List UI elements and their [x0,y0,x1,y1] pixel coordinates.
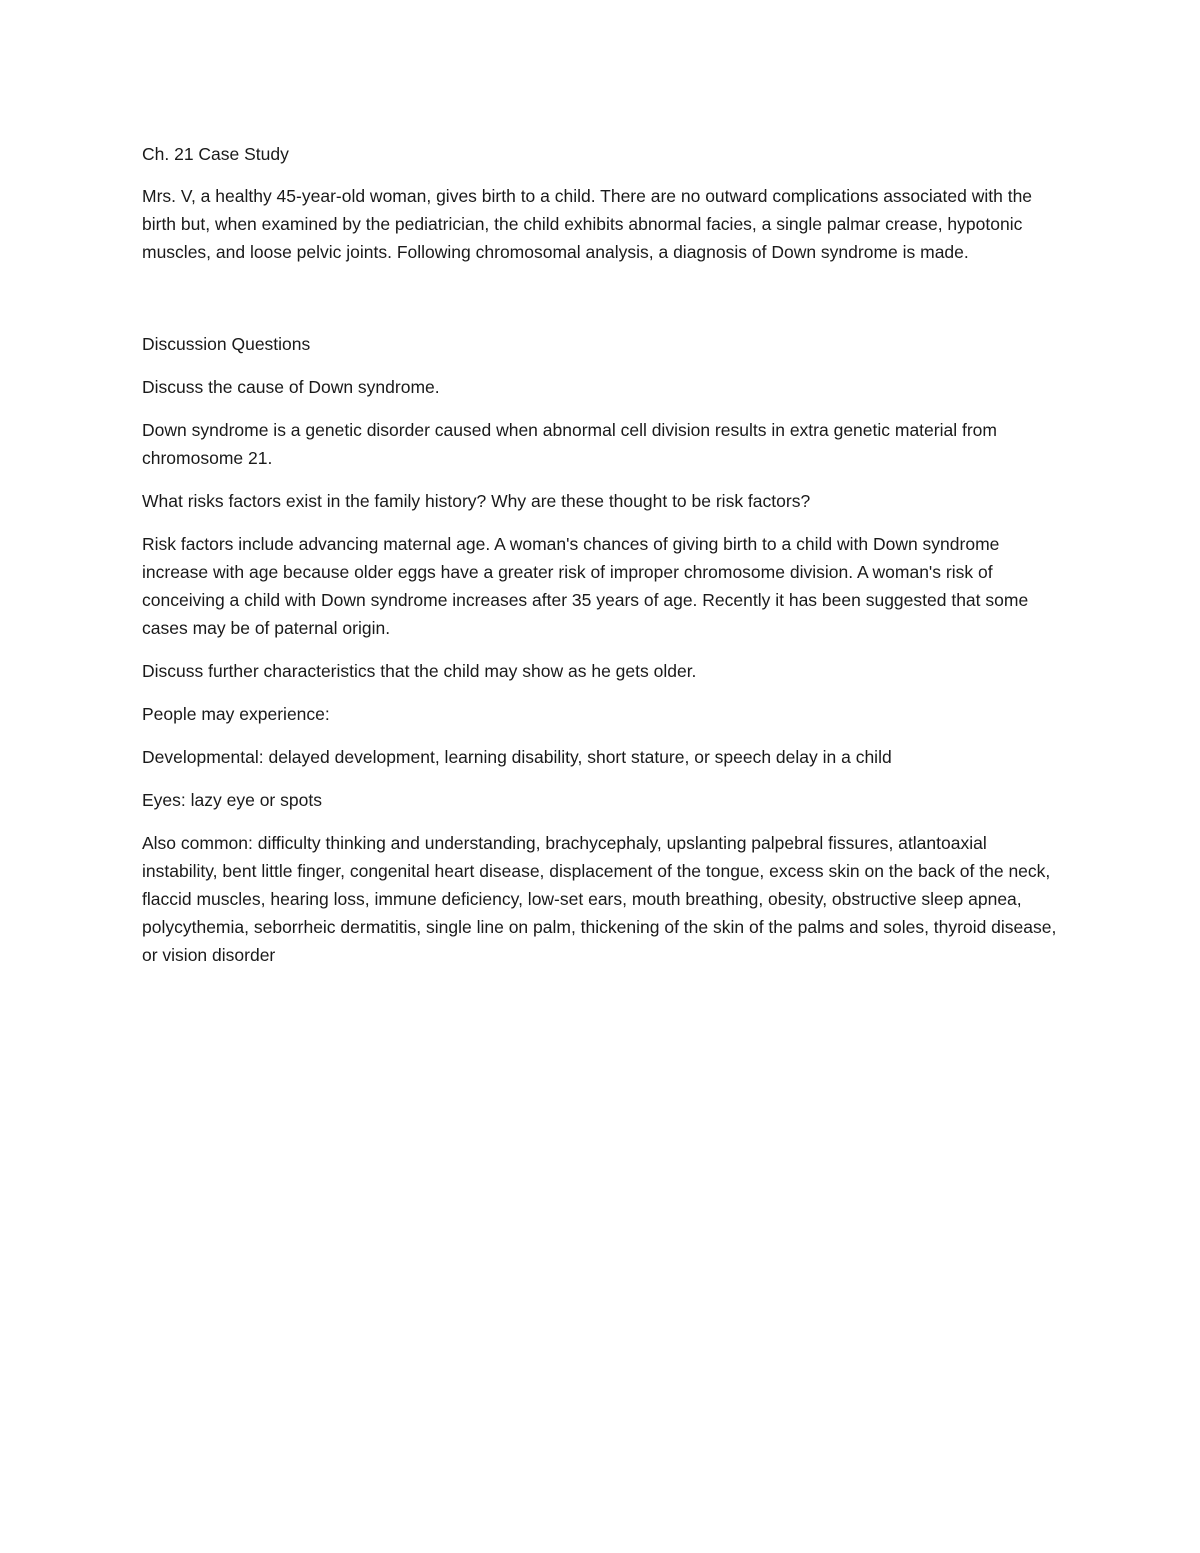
answer-3-eyes: Eyes: lazy eye or spots [142,790,322,810]
question-1: Discuss the cause of Down syndrome. [142,377,440,397]
question-3: Discuss further characteristics that the child may show as he gets older. [142,661,697,681]
case-description: Mrs. V, a healthy 45-year-old woman, gives birth to a child. There are no outward complications associated with the birth but, when examined by the pediatrician, the child exhibits abnormal facies, a single palmar crease, hypotonic muscles, and loose pelvic joints. Following chromosomal analysis, a diagnosis of Down syndrome is made. [142,186,1033,262]
question-2: What risks factors exist in the family history? Why are these thought to be risk factors? [142,491,811,511]
answer-3-common: Also common: difficulty thinking and understanding, brachycephaly, upslanting palpebral fissures, atlantoaxial instability, bent little finger, congenital heart disease, displacement of the tongue, excess skin on the back of the neck, flaccid muscles, hearing loss, immune deficiency, low-set ears, mouth breathing, obesity, obstructive sleep apnea, polycythemia, seborrheic dermatitis, single line on palm, thickening of the skin of the palms and soles, thyroid disease, or vision disorder [142,833,1057,965]
blank-line [142,281,1062,330]
section-heading: Discussion Questions [142,334,311,354]
document-body [142,140,1062,984]
answer-1: Down syndrome is a genetic disorder caused when abnormal cell division results in extra genetic material from chromosome 21. [142,420,997,468]
answer-2: Risk factors include advancing maternal age. A woman's chances of giving birth to a child with Down syndrome increase with age because older eggs have a greater risk of improper chromosome division. A woman's risk of conceiving a child with Down syndrome increases after 35 years of age. Recently it has been suggested that some cases may be of paternal origin. [142,534,1029,638]
answer-3-developmental: Developmental: delayed development, learning disability, short stature, or speech delay in a child [142,747,892,767]
document-title: Ch. 21 Case Study [142,144,289,164]
answer-3-intro: People may experience: [142,704,330,724]
